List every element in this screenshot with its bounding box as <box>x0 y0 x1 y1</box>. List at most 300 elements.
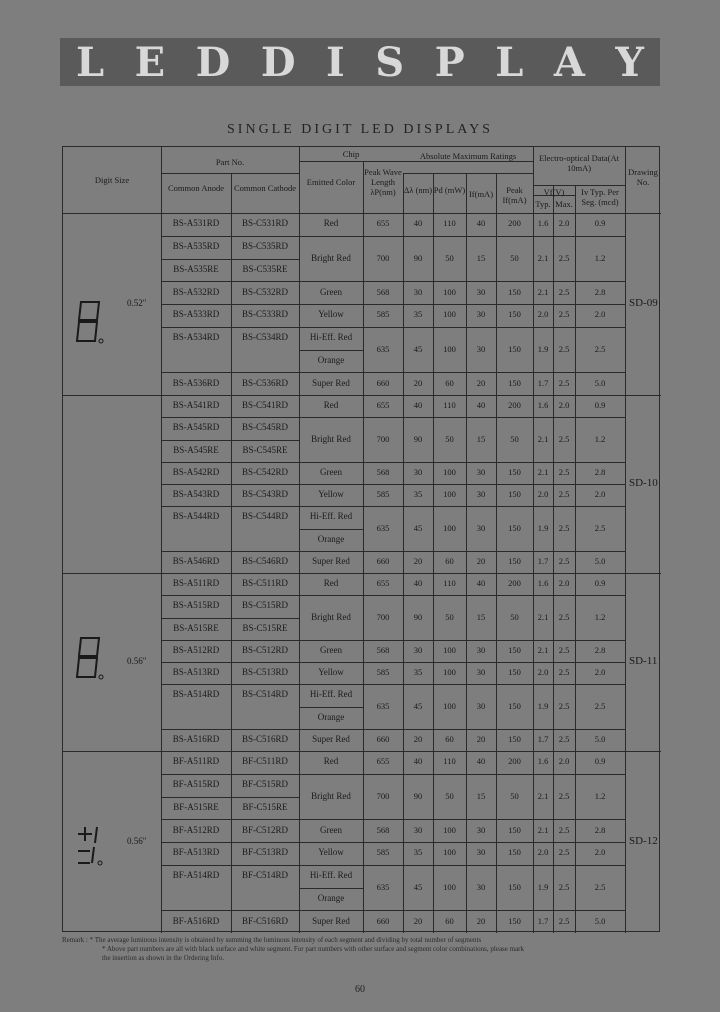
part-cathode: BS-C531RD <box>241 218 289 229</box>
value-pk: 150 <box>508 644 521 655</box>
value-iv: 2.8 <box>594 824 606 835</box>
part-anode: BS-A511RD <box>172 578 220 589</box>
value-peak: 660 <box>376 377 390 388</box>
value-dl: 45 <box>413 881 423 892</box>
table-rule <box>299 462 625 463</box>
table-rule <box>299 865 625 866</box>
value-typ: 1.9 <box>537 700 549 711</box>
value-peak: 585 <box>376 847 390 858</box>
value-dl: 30 <box>413 286 423 297</box>
value-typ: 1.9 <box>537 343 549 354</box>
header-chip: Chip <box>342 149 360 159</box>
value-pd: 110 <box>443 756 456 767</box>
value-peak: 635 <box>376 700 390 711</box>
page-number: 60 <box>355 984 365 995</box>
banner-letter: S <box>375 38 405 86</box>
banner-letter: I <box>326 38 345 86</box>
value-typ: 2.1 <box>537 824 549 835</box>
value-pk: 150 <box>508 286 521 297</box>
table-rule <box>299 350 363 351</box>
part-cathode: BS-C511RD <box>242 578 288 589</box>
table-rule <box>161 440 299 441</box>
value-pd: 110 <box>443 578 456 589</box>
value-peak: 655 <box>376 218 390 229</box>
part-anode: BF-A511RD <box>172 756 220 767</box>
emitted-color: Yellow <box>318 847 344 858</box>
remark-line-1: * The average luminous intensity is obtained by summing the luminous intensity of each segment and dividing by total number of segments <box>89 936 482 944</box>
value-pd: 50 <box>445 252 454 263</box>
value-dl: 30 <box>413 466 423 477</box>
value-pk: 150 <box>508 667 521 678</box>
value-peak: 660 <box>376 555 390 566</box>
emitted-color-2: Orange <box>317 354 345 365</box>
digit-size-value: 0.56" <box>127 836 147 846</box>
value-if: 30 <box>476 847 486 858</box>
value-max: 2.5 <box>558 286 570 297</box>
part-cathode: BS-C542RD <box>241 466 289 477</box>
value-dl: 40 <box>413 400 423 411</box>
table-rule <box>299 707 363 708</box>
table-rule <box>63 751 661 752</box>
value-max: 2.0 <box>558 578 570 589</box>
table-rule <box>161 729 299 730</box>
value-max: 2.5 <box>558 611 570 622</box>
header-delta-lambda: Δλ (nm) <box>403 185 433 195</box>
value-typ: 2.0 <box>537 667 549 678</box>
title-banner <box>60 38 660 86</box>
table-rule <box>161 662 299 663</box>
banner-letter: D <box>260 38 296 86</box>
table-rule <box>403 173 533 174</box>
part-cathode: BS-C534RD <box>241 332 289 343</box>
table-rule <box>161 236 299 237</box>
emitted-color: Yellow <box>318 309 344 320</box>
value-dl: 20 <box>413 733 423 744</box>
table-rule <box>299 551 625 552</box>
value-pk: 150 <box>508 555 521 566</box>
value-pk: 150 <box>508 881 521 892</box>
digit-size-value: 0.56" <box>127 656 147 666</box>
value-max: 2.5 <box>558 915 570 926</box>
value-pk: 150 <box>508 466 521 477</box>
value-pk: 200 <box>508 218 521 229</box>
value-if: 30 <box>476 522 486 533</box>
value-pd: 100 <box>443 286 456 297</box>
value-peak: 585 <box>376 667 390 678</box>
value-pd: 50 <box>445 790 454 801</box>
table-rule <box>161 819 299 820</box>
value-max: 2.0 <box>558 218 570 229</box>
drawing-number: SD-10 <box>629 477 658 489</box>
table-rule <box>553 185 554 933</box>
value-typ: 2.0 <box>537 489 549 500</box>
part-anode: BS-A546RD <box>172 555 220 566</box>
value-if: 30 <box>476 644 486 655</box>
part-cathode: BS-C512RD <box>241 644 289 655</box>
header-digit-size: Digit Size <box>94 175 130 185</box>
header-common-anode: Common Anode <box>168 183 224 193</box>
part-cathode: BS-C545RD <box>241 422 289 433</box>
part-cathode: BS-C532RD <box>241 286 289 297</box>
remark-line-3: the insertion as shown in the Ordering Info. <box>102 954 225 962</box>
drawing-number: SD-12 <box>629 835 658 847</box>
table-rule <box>533 185 625 186</box>
value-pk: 150 <box>508 824 521 835</box>
value-typ: 1.7 <box>537 555 549 566</box>
value-iv: 1.2 <box>594 790 606 801</box>
emitted-color: Yellow <box>318 489 344 500</box>
table-rule <box>63 395 661 396</box>
digit-size-value: 0.52" <box>127 298 147 308</box>
table-rule <box>161 462 299 463</box>
table-rule <box>161 774 299 775</box>
value-peak: 635 <box>376 881 390 892</box>
part-cathode: BF-C514RD <box>241 870 289 881</box>
table-rule <box>63 573 661 574</box>
value-dl: 35 <box>413 847 423 858</box>
part-anode: BS-A514RD <box>172 689 220 700</box>
drawing-number: SD-11 <box>629 655 658 667</box>
emitted-color: Bright Red <box>311 252 351 263</box>
value-pk: 200 <box>508 756 521 767</box>
part-cathode: BF-C515RE <box>242 801 288 812</box>
value-if: 15 <box>476 433 486 444</box>
value-if: 15 <box>476 790 486 801</box>
value-max: 2.5 <box>558 881 570 892</box>
value-if: 20 <box>476 377 486 388</box>
part-cathode: BF-C511RD <box>242 756 288 767</box>
part-cathode: BS-C513RD <box>241 667 289 678</box>
value-pd: 100 <box>443 343 456 354</box>
table-rule <box>161 327 299 328</box>
value-if: 40 <box>476 400 486 411</box>
value-pk: 200 <box>508 400 521 411</box>
emitted-color: Super Red <box>312 733 350 744</box>
value-dl: 45 <box>413 343 423 354</box>
table-rule <box>533 147 534 933</box>
emitted-color: Super Red <box>312 915 350 926</box>
emitted-color-2: Orange <box>317 711 345 722</box>
value-iv: 2.0 <box>594 667 606 678</box>
table-rule <box>299 529 363 530</box>
part-anode: BS-A515RE <box>173 622 219 633</box>
part-anode: BF-A516RD <box>172 915 220 926</box>
value-max: 2.5 <box>558 466 570 477</box>
table-rule <box>299 147 300 933</box>
value-dl: 90 <box>413 433 423 444</box>
value-peak: 700 <box>376 611 390 622</box>
value-iv: 0.9 <box>594 756 606 767</box>
value-iv: 5.0 <box>594 733 606 744</box>
emitted-color: Green <box>320 824 342 835</box>
value-max: 2.5 <box>558 847 570 858</box>
table-rule <box>161 173 299 174</box>
value-if: 20 <box>476 555 486 566</box>
table-rule <box>299 640 625 641</box>
header-common-cathode: Common Cathode <box>233 183 297 193</box>
table-rule <box>363 161 364 933</box>
value-iv: 2.5 <box>594 522 606 533</box>
table-rule <box>299 774 625 775</box>
part-anode: BS-A515RD <box>172 600 220 611</box>
value-pk: 50 <box>510 790 519 801</box>
emitted-color: Green <box>320 644 342 655</box>
header-drawing-no: Drawing No. <box>628 167 658 187</box>
value-iv: 2.5 <box>594 343 606 354</box>
value-max: 2.5 <box>558 377 570 388</box>
value-pd: 100 <box>443 466 456 477</box>
value-pk: 50 <box>510 433 519 444</box>
value-max: 2.5 <box>558 433 570 444</box>
emitted-color: Bright Red <box>311 433 351 444</box>
value-iv: 0.9 <box>594 218 606 229</box>
value-iv: 5.0 <box>594 377 606 388</box>
banner-letter: P <box>434 38 465 86</box>
value-pd: 110 <box>443 218 456 229</box>
value-iv: 5.0 <box>594 555 606 566</box>
value-dl: 40 <box>413 218 423 229</box>
value-iv: 2.5 <box>594 700 606 711</box>
table-rule <box>161 417 299 418</box>
value-typ: 2.0 <box>537 309 549 320</box>
value-pk: 150 <box>508 489 521 500</box>
value-max: 2.0 <box>558 756 570 767</box>
part-anode: BF-A512RD <box>172 824 220 835</box>
table-rule <box>299 281 625 282</box>
value-dl: 30 <box>413 824 423 835</box>
value-pd: 60 <box>445 733 454 744</box>
table-rule <box>161 618 299 619</box>
value-typ: 1.9 <box>537 881 549 892</box>
value-if: 15 <box>476 611 486 622</box>
table-rule <box>299 304 625 305</box>
value-max: 2.5 <box>558 790 570 801</box>
table-rule <box>299 236 625 237</box>
banner-letter: Y <box>615 38 644 86</box>
table-rule <box>161 640 299 641</box>
table-rule <box>161 684 299 685</box>
value-pd: 50 <box>445 611 454 622</box>
value-iv: 2.0 <box>594 309 606 320</box>
value-max: 2.0 <box>558 400 570 411</box>
part-anode: BS-A545RE <box>173 444 219 455</box>
header-vf: Vf(V) <box>543 187 565 197</box>
seven-segment-digit-icon <box>75 299 105 345</box>
value-iv: 0.9 <box>594 578 606 589</box>
value-peak: 655 <box>376 400 390 411</box>
value-peak: 660 <box>376 915 390 926</box>
value-pd: 100 <box>443 489 456 500</box>
value-typ: 2.1 <box>537 433 549 444</box>
value-iv: 2.0 <box>594 847 606 858</box>
value-typ: 2.0 <box>537 847 549 858</box>
part-anode: BS-A512RD <box>172 644 220 655</box>
table-rule <box>161 506 299 507</box>
value-if: 30 <box>476 343 486 354</box>
value-peak: 700 <box>376 790 390 801</box>
value-pk: 150 <box>508 309 521 320</box>
part-anode: BF-A514RD <box>172 870 220 881</box>
value-iv: 5.0 <box>594 915 606 926</box>
value-iv: 1.2 <box>594 433 606 444</box>
part-anode: BS-A544RD <box>172 511 220 522</box>
value-dl: 90 <box>413 790 423 801</box>
value-typ: 1.6 <box>537 578 549 589</box>
emitted-color: Green <box>320 286 342 297</box>
header-pd: Pd (mW) <box>433 185 466 195</box>
value-pd: 100 <box>443 700 456 711</box>
value-typ: 2.1 <box>537 644 549 655</box>
part-anode: BS-A516RD <box>172 733 220 744</box>
emitted-color: Hi-Eff. Red <box>309 689 353 700</box>
value-dl: 20 <box>413 555 423 566</box>
value-typ: 2.1 <box>537 466 549 477</box>
value-dl: 20 <box>413 915 423 926</box>
header-emitted-color: Emitted Color <box>306 177 356 187</box>
value-typ: 1.7 <box>537 915 549 926</box>
emitted-color: Hi-Eff. Red <box>309 332 353 343</box>
value-peak: 655 <box>376 756 390 767</box>
value-pd: 60 <box>445 555 454 566</box>
part-anode: BS-A534RD <box>172 332 220 343</box>
emitted-color: Bright Red <box>311 790 351 801</box>
value-dl: 90 <box>413 611 423 622</box>
table-rule <box>299 910 625 911</box>
value-if: 30 <box>476 309 486 320</box>
emitted-color: Red <box>323 756 339 767</box>
header-electro-optical: Electro-optical Data(At 10mA) <box>538 153 619 173</box>
value-max: 2.5 <box>558 522 570 533</box>
value-max: 2.5 <box>558 733 570 744</box>
emitted-color-2: Orange <box>317 892 345 903</box>
value-if: 40 <box>476 756 486 767</box>
value-pk: 200 <box>508 578 521 589</box>
remark-line-2: * Above part numbers are all with black surface and white segment. For part numbers with other surface and segment color combinations, please mark <box>102 945 525 953</box>
emitted-color: Bright Red <box>311 611 351 622</box>
part-anode: BS-A543RD <box>172 489 220 500</box>
value-pd: 100 <box>443 847 456 858</box>
table-rule <box>299 819 625 820</box>
table-rule <box>299 484 625 485</box>
value-dl: 35 <box>413 309 423 320</box>
emitted-color: Red <box>323 578 339 589</box>
table-rule <box>161 865 299 866</box>
part-anode: BS-A533RD <box>172 309 220 320</box>
emitted-color: Super Red <box>312 377 350 388</box>
value-pk: 150 <box>508 847 521 858</box>
value-iv: 2.5 <box>594 881 606 892</box>
part-cathode: BF-C513RD <box>241 847 289 858</box>
part-cathode: BF-C515RD <box>241 779 289 790</box>
part-anode: BS-A535RE <box>173 263 219 274</box>
part-cathode: BS-C544RD <box>241 511 289 522</box>
value-peak: 568 <box>376 824 390 835</box>
part-cathode: BS-C545RE <box>242 444 288 455</box>
part-cathode: BS-C514RD <box>241 689 289 700</box>
value-pd: 110 <box>443 400 456 411</box>
value-if: 20 <box>476 915 486 926</box>
banner-letter: L <box>76 38 105 86</box>
part-anode: BS-A541RD <box>172 400 220 411</box>
value-max: 2.5 <box>558 555 570 566</box>
value-iv: 2.8 <box>594 644 606 655</box>
value-dl: 30 <box>413 644 423 655</box>
value-peak: 635 <box>376 522 390 533</box>
header-if: If(mA) <box>468 189 494 199</box>
value-peak: 660 <box>376 733 390 744</box>
value-iv: 2.8 <box>594 286 606 297</box>
value-if: 30 <box>476 489 486 500</box>
value-typ: 1.7 <box>537 377 549 388</box>
table-rule <box>299 595 625 596</box>
part-anode: BS-A513RD <box>172 667 220 678</box>
part-anode: BF-A513RD <box>172 847 220 858</box>
value-pd: 100 <box>443 644 456 655</box>
part-cathode: BF-C516RD <box>241 915 289 926</box>
header-peak-wave: Peak Wave Length λP(nm) <box>364 167 402 197</box>
part-cathode: BS-C541RD <box>241 400 289 411</box>
drawing-number: SD-09 <box>629 297 658 309</box>
value-peak: 568 <box>376 286 390 297</box>
emitted-color: Hi-Eff. Red <box>309 511 353 522</box>
value-max: 2.5 <box>558 644 570 655</box>
value-dl: 35 <box>413 489 423 500</box>
value-typ: 1.7 <box>537 733 549 744</box>
part-cathode: BS-C516RD <box>241 733 289 744</box>
value-pk: 150 <box>508 343 521 354</box>
part-anode: BF-A515RD <box>172 779 220 790</box>
table-rule <box>161 147 162 933</box>
header-part-no: Part No. <box>215 157 245 167</box>
table-rule <box>299 327 625 328</box>
value-max: 2.5 <box>558 700 570 711</box>
table-rule <box>299 662 625 663</box>
plus-minus-one-digit-icon <box>75 823 105 869</box>
table-rule <box>161 910 299 911</box>
header-peak-if: Peak If(mA) <box>502 185 527 205</box>
table-rule <box>161 595 299 596</box>
value-pd: 50 <box>445 433 454 444</box>
value-typ: 2.1 <box>537 252 549 263</box>
value-peak: 700 <box>376 252 390 263</box>
table-rule <box>63 213 661 214</box>
value-max: 2.5 <box>558 252 570 263</box>
part-anode: BS-A532RD <box>172 286 220 297</box>
value-max: 2.5 <box>558 309 570 320</box>
part-cathode: BS-C543RD <box>241 489 289 500</box>
value-max: 2.5 <box>558 667 570 678</box>
value-dl: 90 <box>413 252 423 263</box>
seven-segment-digit-icon <box>75 635 105 681</box>
value-if: 30 <box>476 824 486 835</box>
part-cathode: BF-C512RD <box>241 824 289 835</box>
value-pd: 100 <box>443 881 456 892</box>
value-typ: 1.6 <box>537 400 549 411</box>
table-rule <box>299 684 625 685</box>
value-if: 40 <box>476 578 486 589</box>
value-iv: 0.9 <box>594 400 606 411</box>
part-anode: BS-A535RD <box>172 241 220 252</box>
value-max: 2.5 <box>558 824 570 835</box>
banner-letter: E <box>134 38 166 86</box>
table-rule <box>575 185 576 933</box>
value-typ: 2.1 <box>537 790 549 801</box>
value-max: 2.5 <box>558 489 570 500</box>
header-iv: Iv Typ. Per Seg. (mcd) <box>581 187 619 207</box>
emitted-color: Green <box>320 466 342 477</box>
value-pk: 150 <box>508 522 521 533</box>
table-rule <box>161 551 299 552</box>
